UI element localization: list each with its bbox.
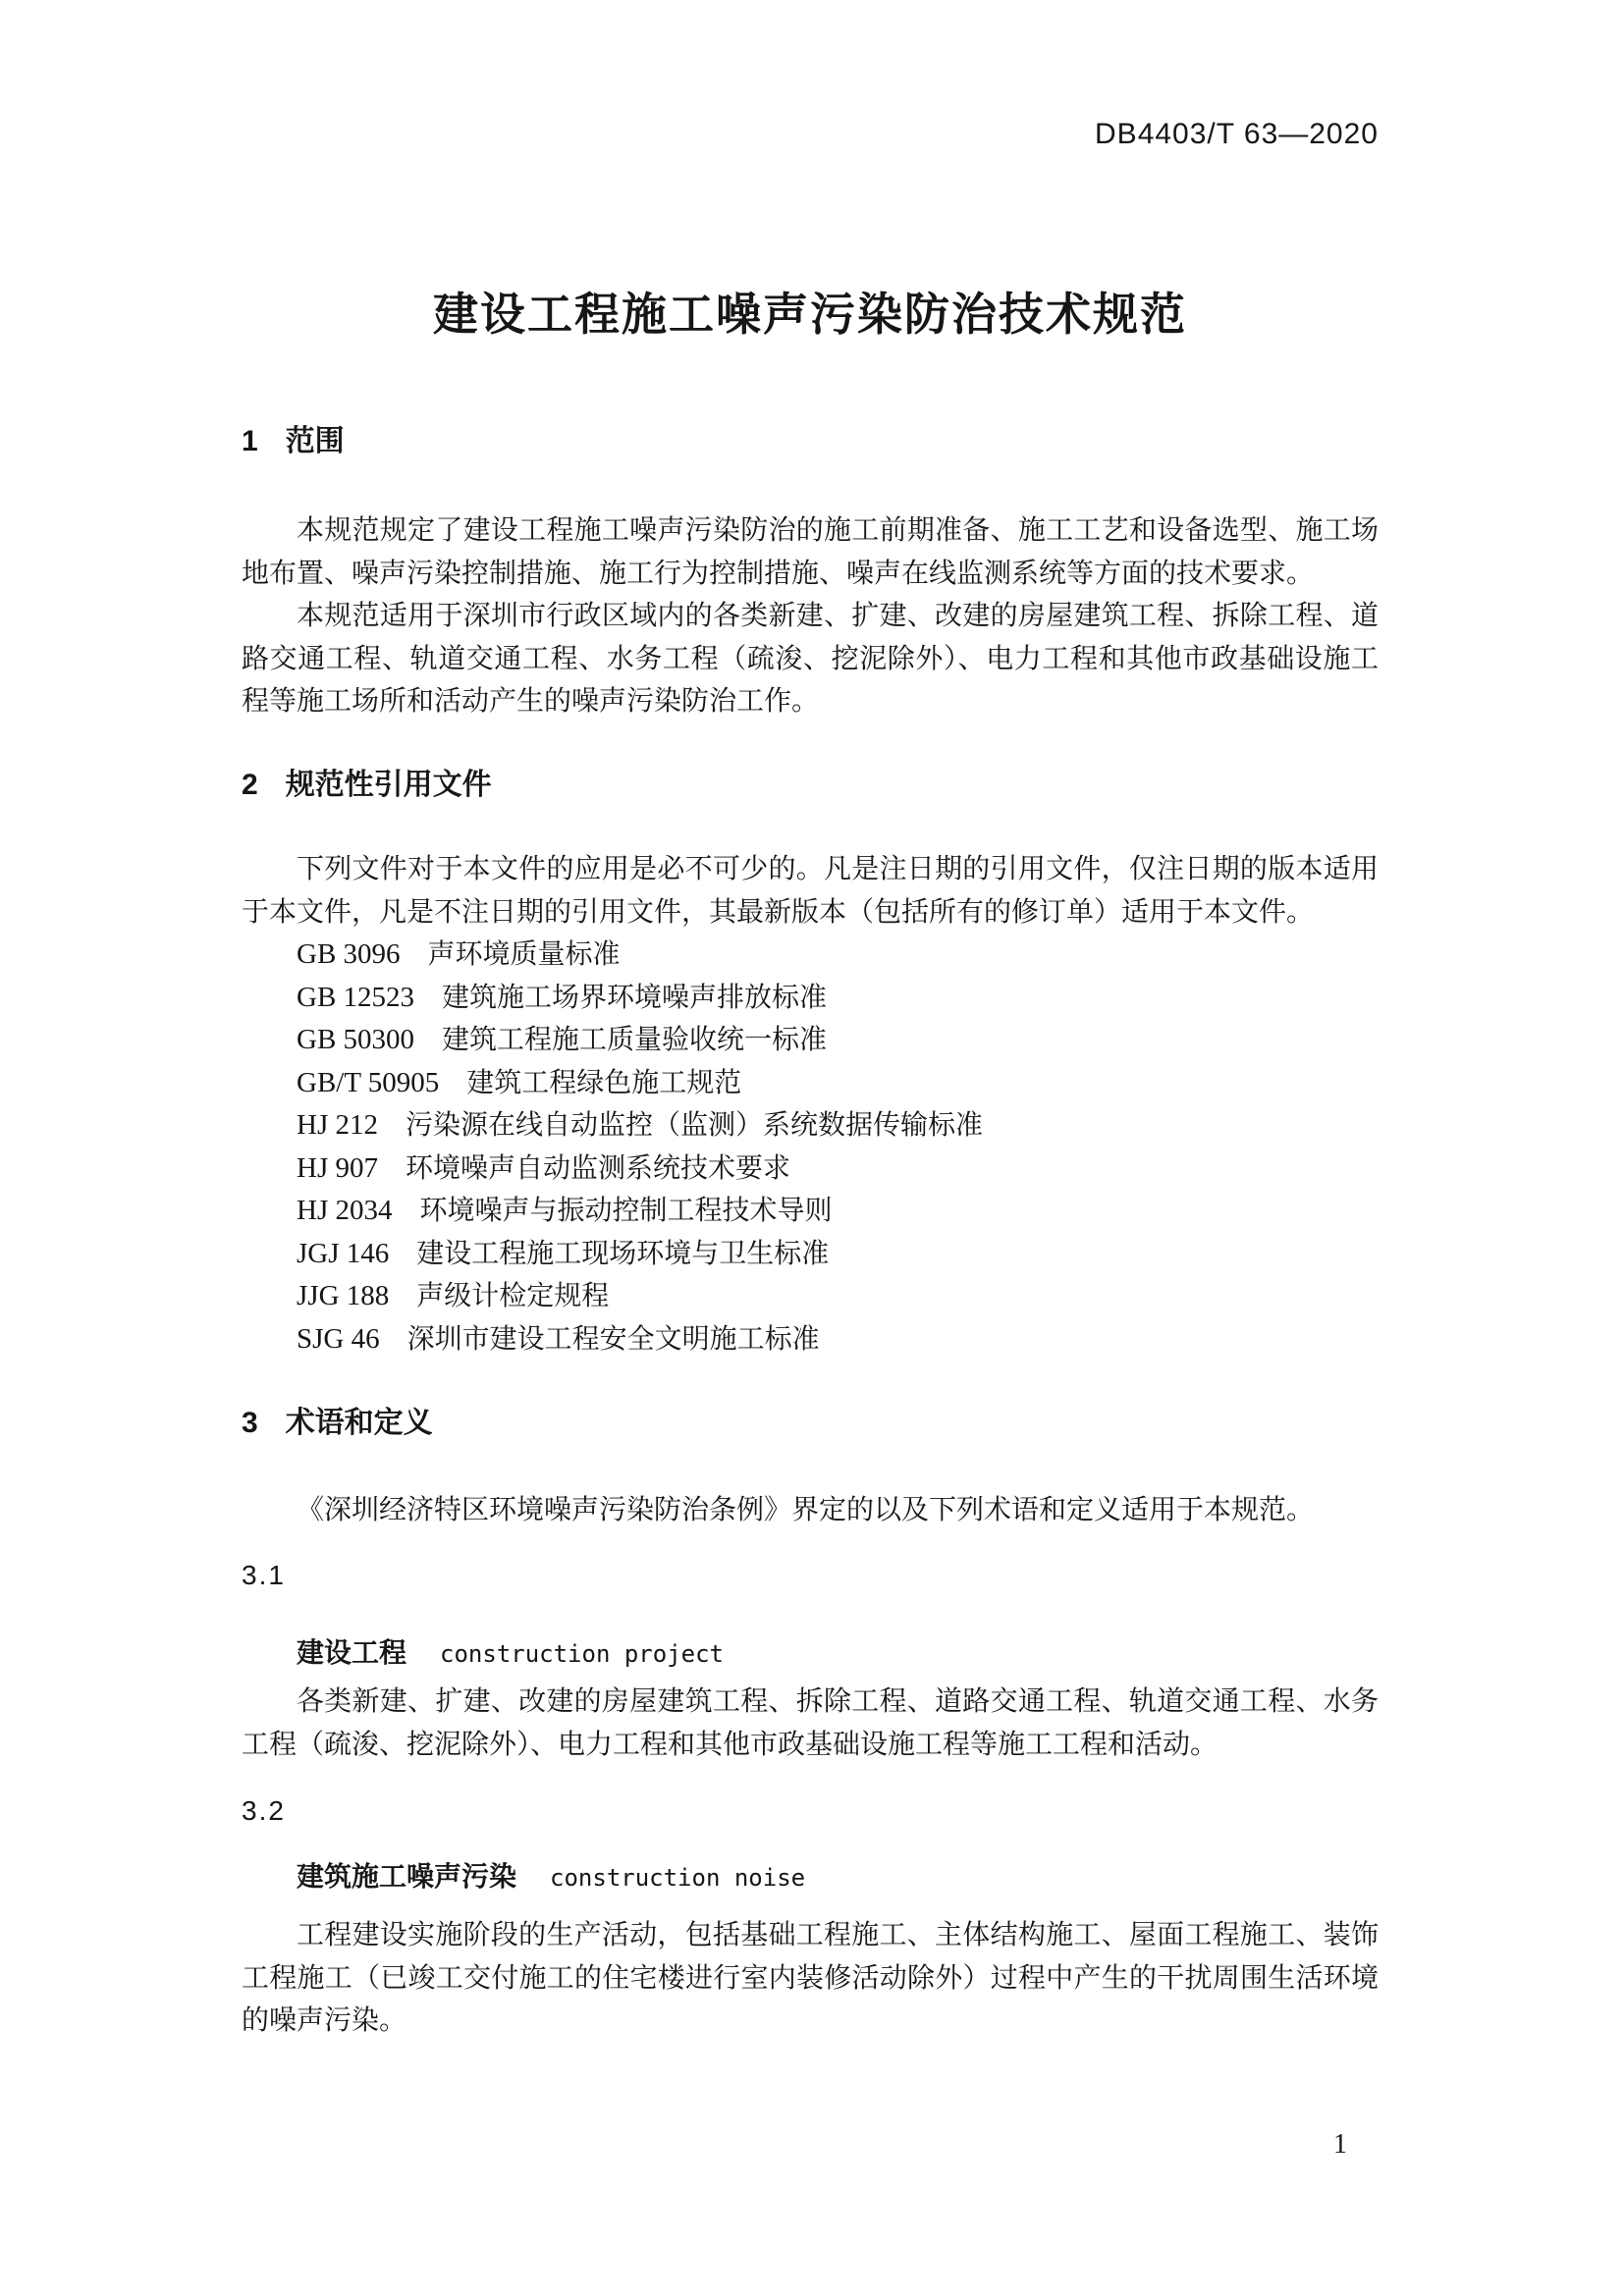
reference-item: [242, 934, 1379, 977]
reference-title: 建筑施工场界环境噪声排放标准: [442, 982, 828, 1013]
clause-1-heading: [242, 426, 1379, 457]
reference-item: [242, 1148, 1379, 1191]
term-3-2-line: [242, 1859, 1434, 1899]
reference-code: JJG 188: [297, 1280, 390, 1311]
term-3-2-definition: [242, 1914, 1379, 2043]
page-number: 1: [1333, 2129, 1347, 2160]
clause-3-number: 3: [242, 1407, 258, 1439]
paragraph: 下列文件对于本文件的应用是必不可少的。凡是注日期的引用文件，仅注日期的版本适用于本文件，凡是不注日期的引用文件，其最新版本（包括所有的修订单）适用于本文件。: [242, 854, 1379, 928]
term-3-1-definition: [242, 1681, 1379, 1766]
reference-item: [242, 1019, 1379, 1062]
reference-title: 环境噪声与振动控制工程技术导则: [419, 1196, 833, 1226]
standard-code-header: DB4403/T 63—2020: [1095, 118, 1379, 150]
paragraph: 本规范规定了建设工程施工噪声污染防治的施工前期准备、施工工艺和设备选型、施工场地布置、噪声污染控制措施、施工行为控制措施、噪声在线监测系统等方面的技术要求。: [242, 515, 1379, 589]
paragraph: 各类新建、扩建、改建的房屋建筑工程、拆除工程、道路交通工程、轨道交通工程、水务工程（疏浚、挖泥除外）、电力工程和其他市政基础设施工程等施工工程和活动。: [242, 1686, 1379, 1760]
reference-title: 声级计检定规程: [416, 1281, 610, 1311]
reference-code: GB 3096: [297, 938, 401, 970]
clause-3-title: 术语和定义: [285, 1407, 433, 1439]
reference-code: HJ 907: [297, 1151, 378, 1184]
reference-code: GB/T 50905: [297, 1066, 440, 1098]
reference-code: JGJ 146: [297, 1237, 390, 1269]
term-3-1-label: 3.1: [242, 1560, 286, 1590]
reference-title: 建筑工程绿色施工规范: [466, 1067, 742, 1098]
clause-1-body: [242, 509, 1379, 723]
reference-code: HJ 2034: [297, 1195, 393, 1226]
term-3-2-zh: 建筑施工噪声污染: [297, 1861, 517, 1892]
clause-2-number: 2: [242, 769, 258, 801]
reference-item: [242, 1190, 1379, 1233]
paragraph: 本规范适用于深圳市行政区域内的各类新建、扩建、改建的房屋建筑工程、拆除工程、道路交通工程、轨道交通工程、水务工程（疏浚、挖泥除外）、电力工程和其他市政基础设施工程等施工场所和活动产生的噪声污染防治工作。: [242, 601, 1379, 717]
reference-item: [242, 1275, 1379, 1318]
reference-title: 环境噪声自动监测系统技术要求: [405, 1152, 790, 1184]
reference-code: SJG 46: [297, 1322, 380, 1355]
paragraph: 工程建设实施阶段的生产活动，包括基础工程施工、主体结构施工、屋面工程施工、装饰工程施工（已竣工交付施工的住宅楼进行室内装修活动除外）过程中产生的干扰周围生活环境的噪声污染。: [242, 1920, 1379, 2036]
paragraph: 《深圳经济特区环境噪声污染防治条例》界定的以及下列术语和定义适用于本规范。: [297, 1495, 1315, 1525]
reference-item: [242, 1104, 1379, 1148]
document-title: 建设工程施工噪声污染防治技术规范: [433, 289, 1187, 340]
reference-code: GB 50300: [297, 1024, 415, 1055]
clause-2-body: [242, 848, 1379, 1361]
term-3-1-line: [242, 1635, 1434, 1676]
clause-1-number: 1: [242, 425, 258, 457]
reference-title: 建设工程施工现场环境与卫生标准: [416, 1238, 830, 1269]
clause-2-title: 规范性引用文件: [285, 769, 492, 801]
reference-code: GB 12523: [297, 981, 415, 1013]
reference-title: 污染源在线自动监控（监测）系统数据传输标准: [405, 1110, 983, 1141]
reference-item: [242, 1318, 1379, 1362]
clause-3-heading: [242, 1408, 1379, 1439]
clause-2-heading: [242, 770, 1379, 801]
term-3-2-en: construction noise: [550, 1864, 806, 1892]
reference-item: [242, 1062, 1379, 1105]
reference-title: 建筑工程施工质量验收统一标准: [442, 1025, 828, 1055]
reference-code: HJ 212: [297, 1109, 378, 1141]
term-3-1-en: construction project: [440, 1640, 724, 1668]
reference-item: [242, 1233, 1379, 1276]
clause-3-intro: [242, 1489, 1379, 1532]
term-3-1-zh: 建设工程: [297, 1637, 407, 1668]
reference-title: 深圳市建设工程安全文明施工标准: [406, 1323, 820, 1355]
clause-1-title: 范围: [285, 425, 345, 457]
reference-title: 声环境质量标准: [427, 939, 621, 970]
term-3-2-label: 3.2: [242, 1795, 286, 1826]
reference-item: [242, 977, 1379, 1020]
